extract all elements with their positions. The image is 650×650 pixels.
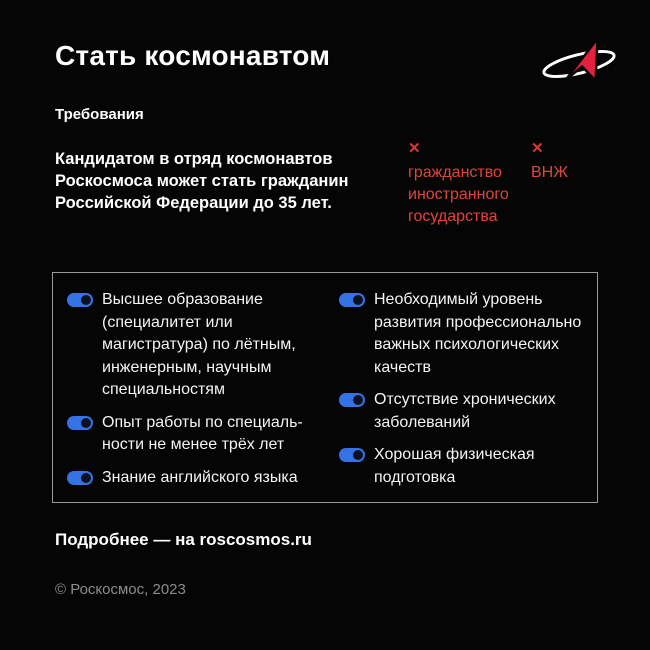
requirements-column-right (339, 289, 583, 490)
exclusion-item-foreign-citizenship (408, 140, 526, 228)
toggle-knob (353, 295, 363, 305)
toggle-on-icon[interactable] (339, 393, 365, 407)
exclusion-label: ВНЖ (531, 164, 568, 181)
requirement-item-fitness (339, 444, 583, 489)
toggle-knob (353, 450, 363, 460)
exclusion-label: гражданство иностранного государства (408, 164, 509, 225)
roscosmos-logo (538, 36, 620, 88)
requirements-column-left (67, 289, 319, 490)
x-mark-icon: ✕ (408, 140, 421, 157)
intro-text: Кандидатом в отряд космонавтов Роскосмоса может стать гражданин Российской Федерации до 35 лет. (55, 150, 349, 212)
toggle-knob (81, 418, 91, 428)
section-label: Требования (55, 106, 144, 123)
requirement-text: Отсутствие хронических заболеваний (374, 391, 556, 431)
requirement-item-experience (67, 412, 319, 457)
exclusion-item-residence-permit (531, 140, 621, 184)
x-mark-icon: ✕ (531, 140, 544, 157)
toggle-on-icon[interactable] (67, 293, 93, 307)
requirements-box (52, 272, 598, 503)
toggle-knob (81, 473, 91, 483)
toggle-knob (353, 395, 363, 405)
requirement-text: Опыт работы по специаль-ности не менее трёх лет (102, 413, 303, 453)
toggle-on-icon[interactable] (67, 416, 93, 430)
copyright-text: © Роскосмос, 2023 (55, 581, 186, 598)
requirement-item-education (67, 289, 319, 402)
requirement-item-psychology (339, 289, 583, 379)
toggle-on-icon[interactable] (339, 293, 365, 307)
requirement-text: Высшее образование (специалитет или магистратура) по лётным, инженерным, научным специальностям (102, 291, 296, 398)
toggle-on-icon[interactable] (339, 448, 365, 462)
toggle-on-icon[interactable] (67, 471, 93, 485)
toggle-knob (81, 295, 91, 305)
requirement-item-english (67, 467, 319, 490)
roscosmos-logo-icon (538, 36, 620, 88)
requirement-text: Необходимый уровень развития профессионально важных психологических качеств (374, 291, 582, 376)
requirement-text: Хорошая физическая подготовка (374, 446, 535, 486)
requirement-item-health (339, 389, 583, 434)
footer-link: Подробнее — на roscosmos.ru (55, 530, 312, 549)
requirement-text: Знание английского языка (102, 468, 298, 486)
page-title: Стать космонавтом (55, 40, 331, 71)
